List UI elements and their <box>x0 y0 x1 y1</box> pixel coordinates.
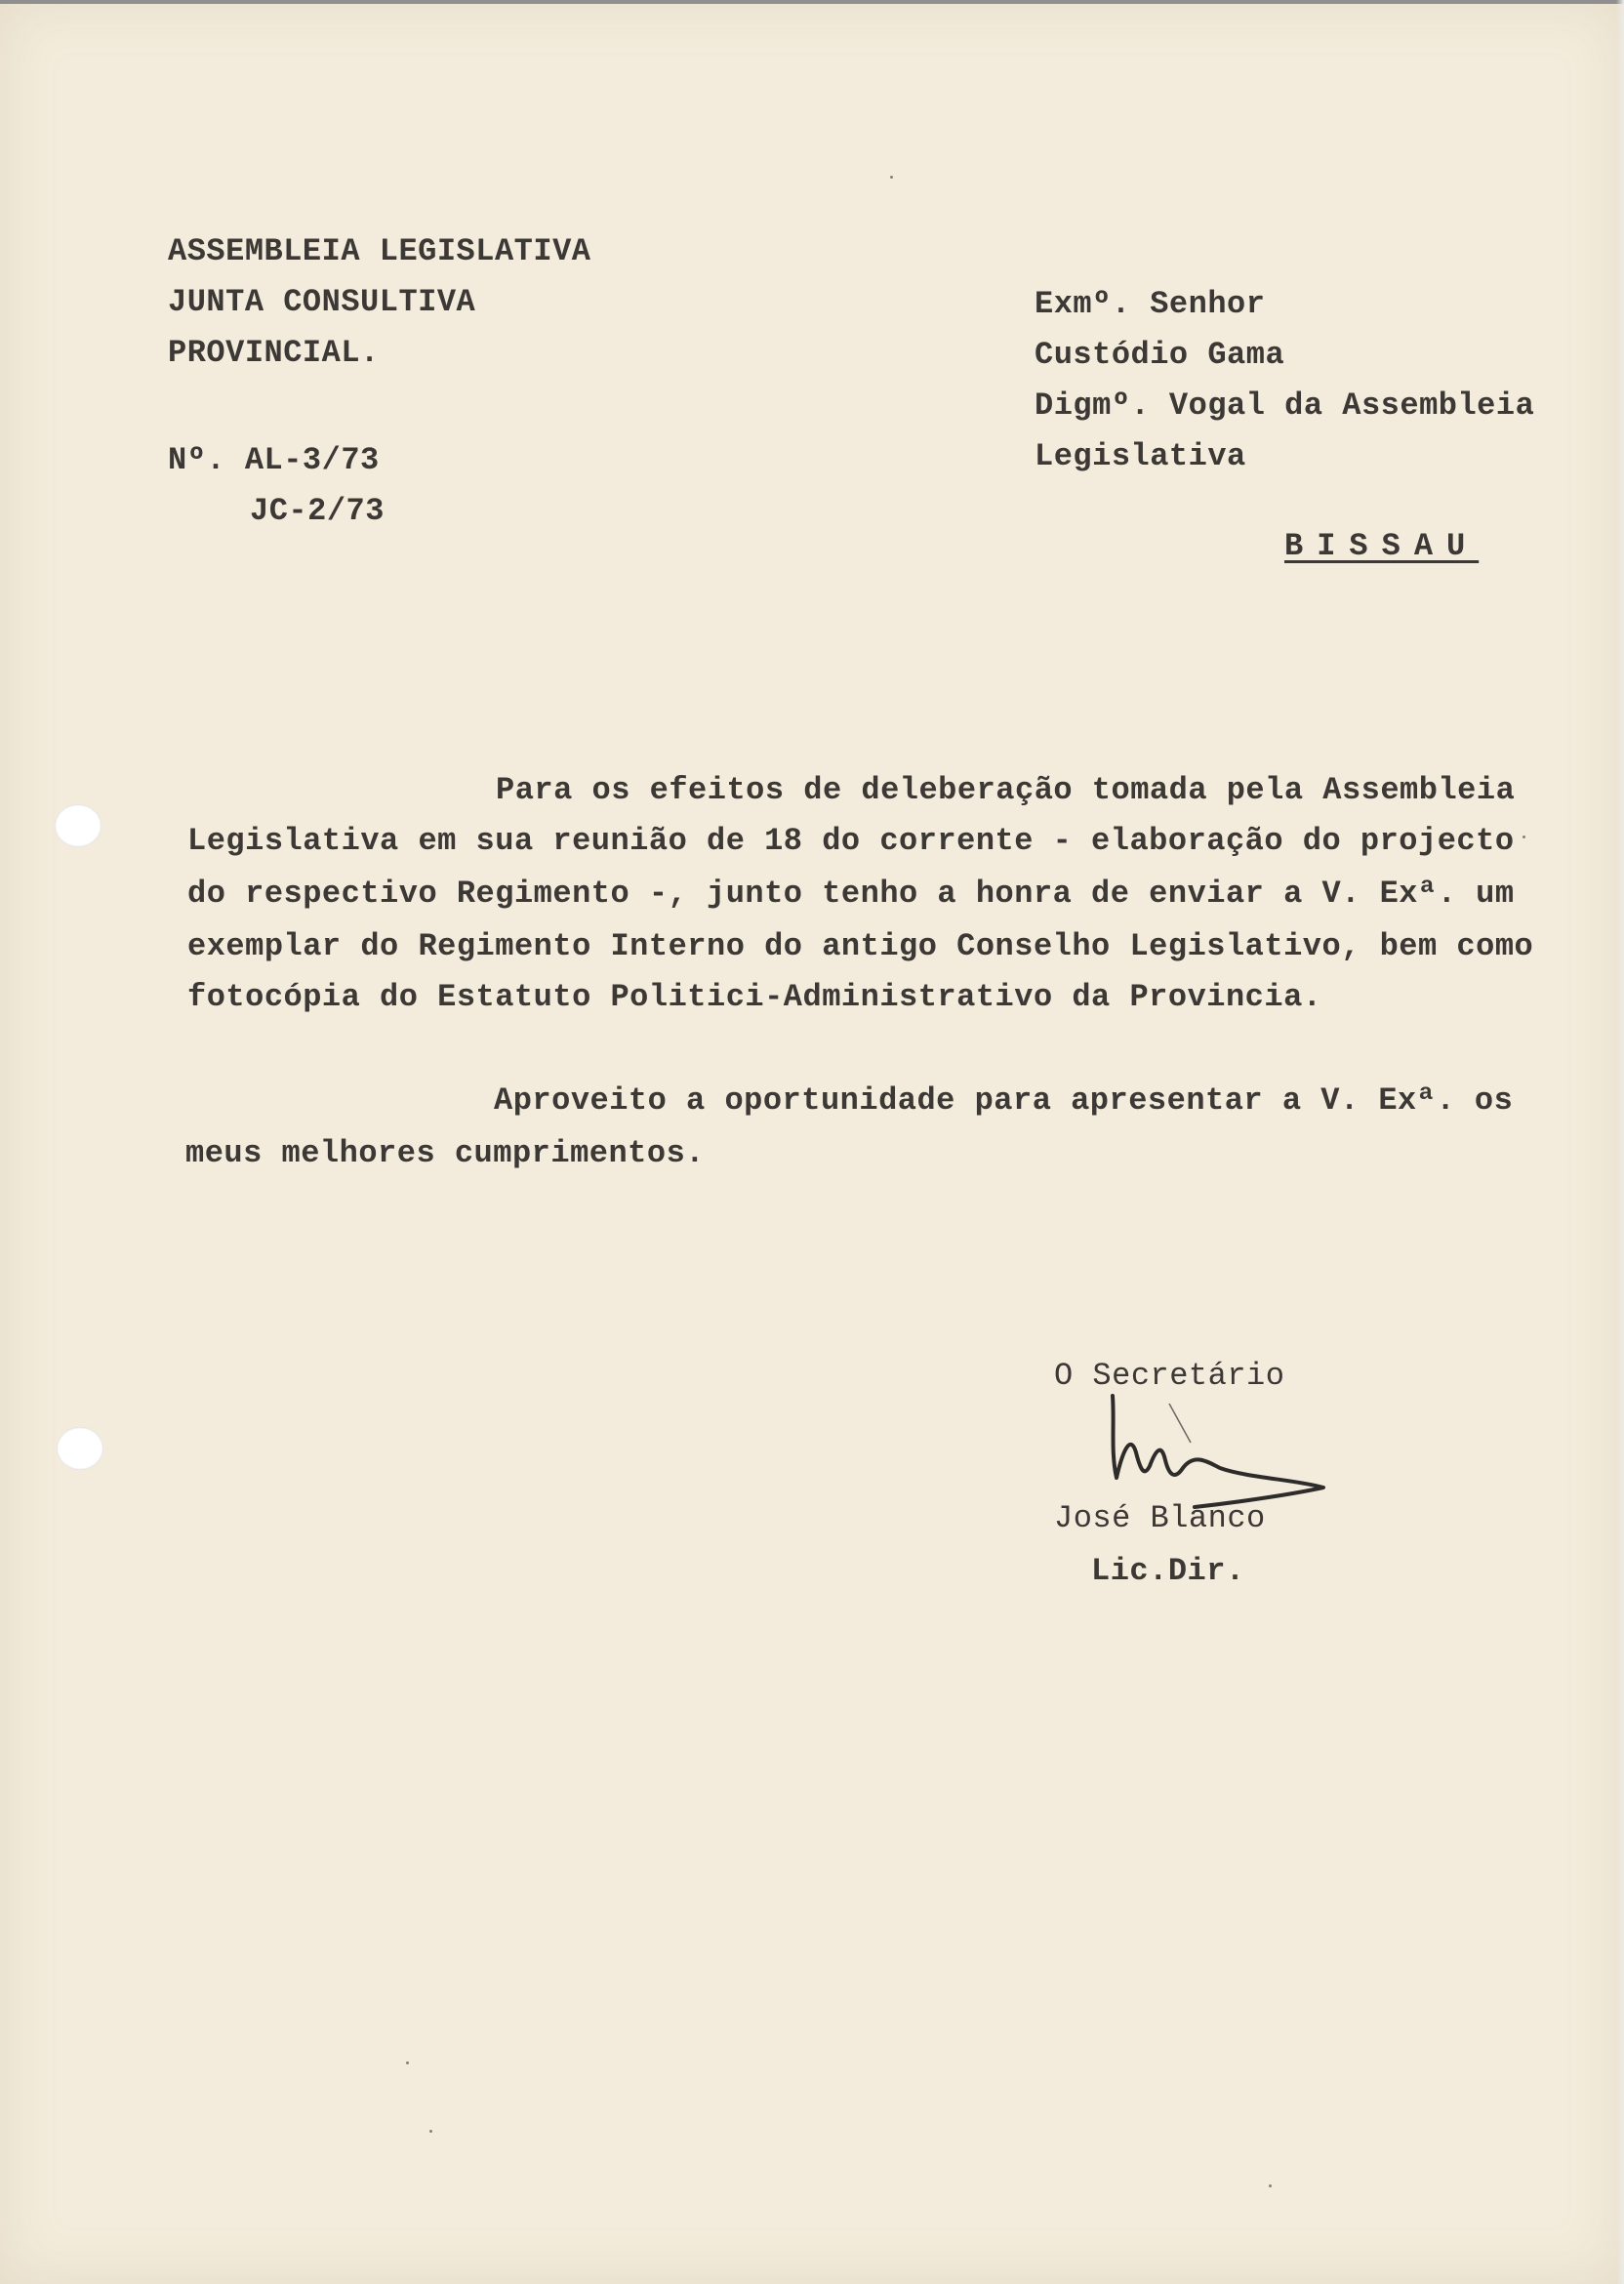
paper-speck <box>429 2130 432 2133</box>
signatory-degree: Lic.Dir. <box>1091 1553 1245 1589</box>
body-p1-line-4: exemplar do Regimento Interno do antigo Conselho Legislativo, bem como <box>187 928 1534 964</box>
recipient-city: BISSAU <box>1284 528 1480 564</box>
body-p2-line-2: meus melhores cumprimentos. <box>185 1135 705 1171</box>
reference-number-1: Nº. AL-3/73 <box>168 442 380 478</box>
right-edge <box>1616 0 1624 2284</box>
sender-line-2: JUNTA CONSULTIVA <box>168 284 476 320</box>
sender-line-1: ASSEMBLEIA LEGISLATIVA <box>168 233 591 269</box>
recipient-line-1: Exmº. Senhor <box>1035 286 1266 322</box>
paper-speck <box>406 2061 409 2064</box>
paper-speck <box>1522 836 1525 838</box>
body-p1-line-1: Para os efeitos de deleberação tomada pela Assembleia <box>496 772 1516 808</box>
recipient-line-2: Custódio Gama <box>1035 337 1285 373</box>
recipient-line-4: Legislativa <box>1035 438 1246 474</box>
paper-speck <box>890 176 893 179</box>
sender-line-3: PROVINCIAL. <box>168 335 380 371</box>
body-p1-line-2: Legislativa em sua reunião de 18 do corrente - elaboração do projecto <box>187 823 1515 859</box>
body-p1-line-5: fotocópia do Estatuto Politici-Administrativo da Provincia. <box>187 979 1322 1015</box>
signatory-name: José Blanco <box>1054 1500 1266 1536</box>
punch-hole-upper <box>55 804 102 847</box>
paper-speck <box>1269 2184 1272 2187</box>
recipient-line-3: Digmº. Vogal da Assembleia <box>1035 387 1535 424</box>
top-edge <box>0 0 1624 4</box>
body-p2-line-1: Aproveito a oportunidade para apresentar a V. Exª. os <box>494 1082 1514 1119</box>
body-p1-line-3: do respectivo Regimento -, junto tenho a honra de enviar a V. Exª. um <box>187 876 1515 912</box>
reference-number-2: JC-2/73 <box>250 493 385 529</box>
closing-title: O Secretário <box>1054 1358 1285 1394</box>
punch-hole-lower <box>57 1427 103 1470</box>
